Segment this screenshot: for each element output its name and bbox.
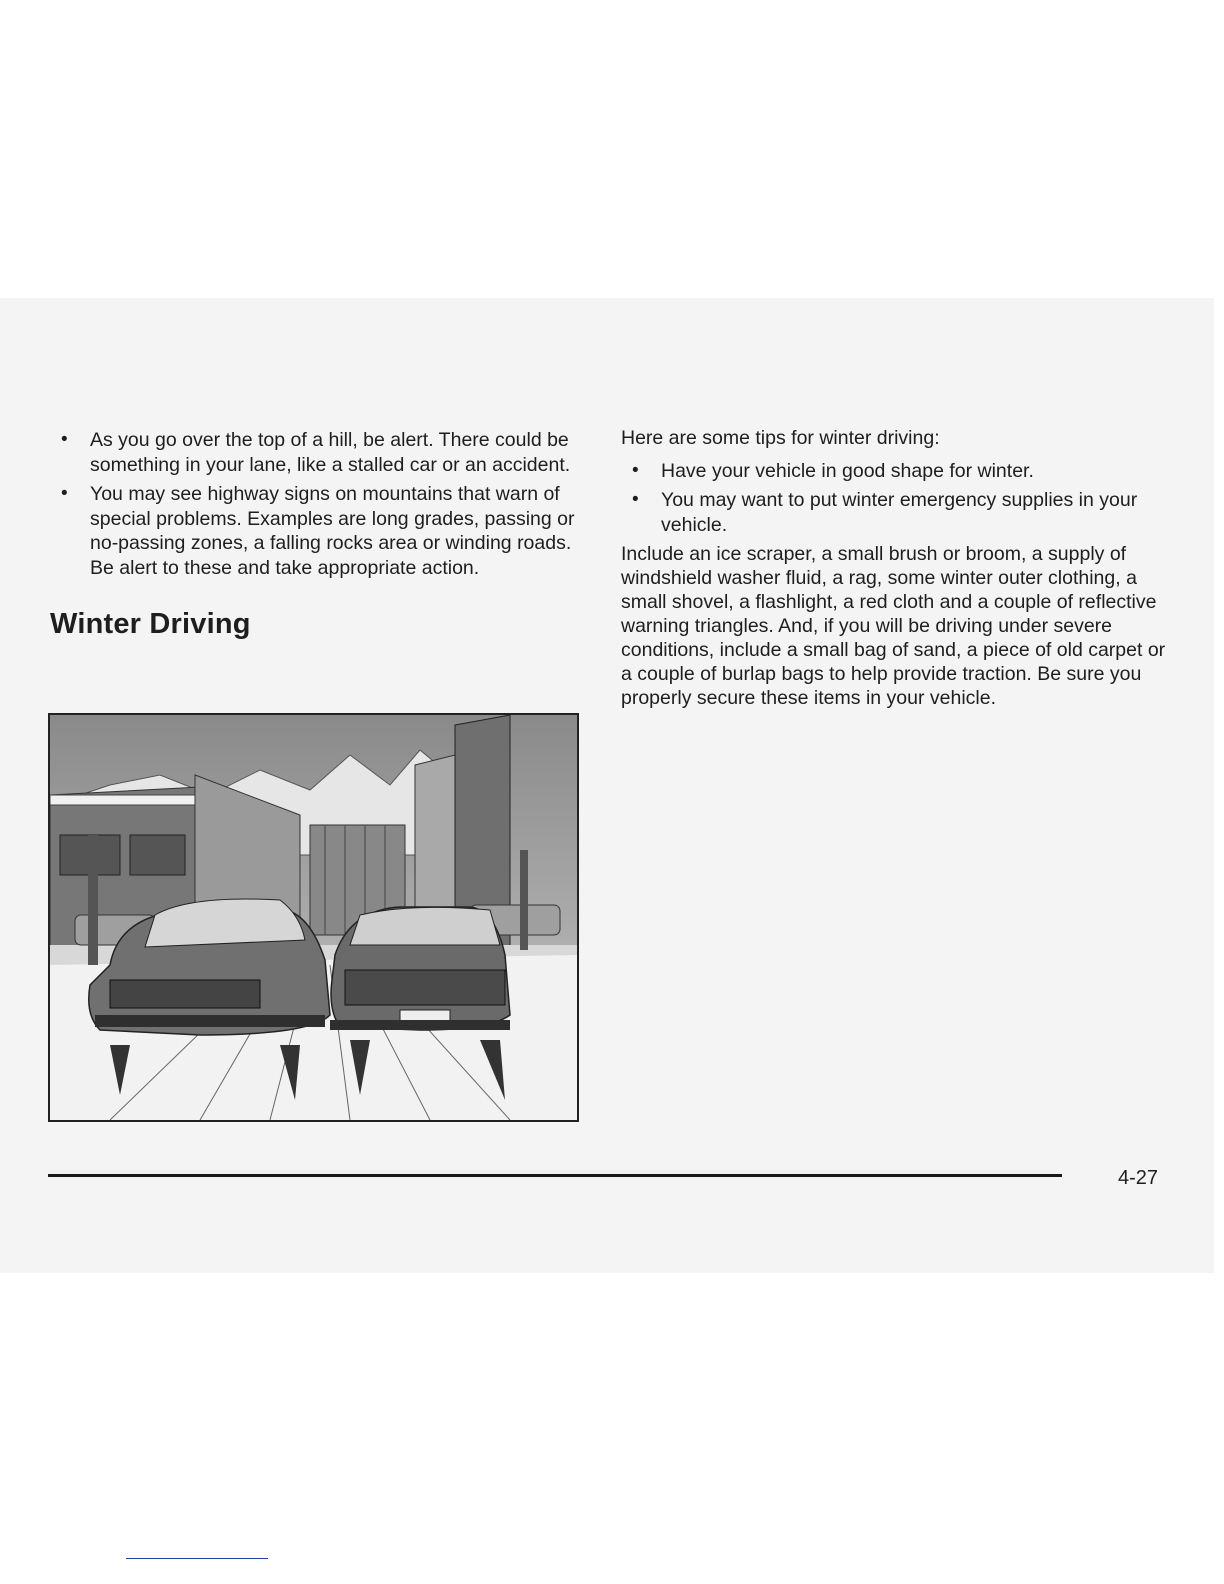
- list-item-text: You may want to put winter emergency supplies in your vehicle.: [661, 489, 1138, 536]
- bullet-dot-icon: •: [632, 459, 639, 481]
- left-bullet-list: [50, 428, 590, 580]
- bullet-dot-icon: •: [61, 483, 68, 504]
- right-column: [621, 426, 1171, 710]
- list-item-text: As you go over the top of a hill, be alert. There could be something in your lane, like a stalled car or an accident.: [90, 429, 571, 476]
- footer-rule: [48, 1174, 1062, 1177]
- list-item: [621, 459, 1171, 484]
- list-item-text: Have your vehicle in good shape for winter.: [661, 459, 1034, 482]
- left-column: [50, 428, 590, 641]
- list-item: [621, 488, 1171, 537]
- section-heading: Winter Driving: [50, 608, 251, 640]
- footnote-rule: [126, 1558, 268, 1559]
- illustration-graphic: [50, 715, 577, 1120]
- bullet-dot-icon: •: [61, 429, 68, 450]
- winter-street-illustration: [48, 713, 579, 1122]
- list-item: [50, 482, 590, 580]
- list-item: [50, 428, 590, 477]
- bullet-dot-icon: •: [632, 489, 639, 510]
- intro-text: Here are some tips for winter driving:: [621, 427, 940, 449]
- list-item-text: You may see highway signs on mountains that warn of special problems. Examples are long grades, passing or no-passing zones, a falling rocks area or winding roads. Be alert to these and take appropriate action.: [90, 483, 575, 579]
- right-bullet-list: [621, 459, 1171, 538]
- page-number: 4-27: [1118, 1167, 1159, 1189]
- supplies-paragraph: Include an ice scraper, a small brush or broom, a supply of windshield washer fluid, a rag, some winter outer clothing, a small shovel, a flashlight, a red cloth and a couple of reflective warning triangles. And, if you will be driving under severe conditions, include a small bag of sand, a piece of old carpet or a couple of burlap bags to help provide traction. Be sure you properly secure these items in your vehicle.: [621, 543, 1166, 709]
